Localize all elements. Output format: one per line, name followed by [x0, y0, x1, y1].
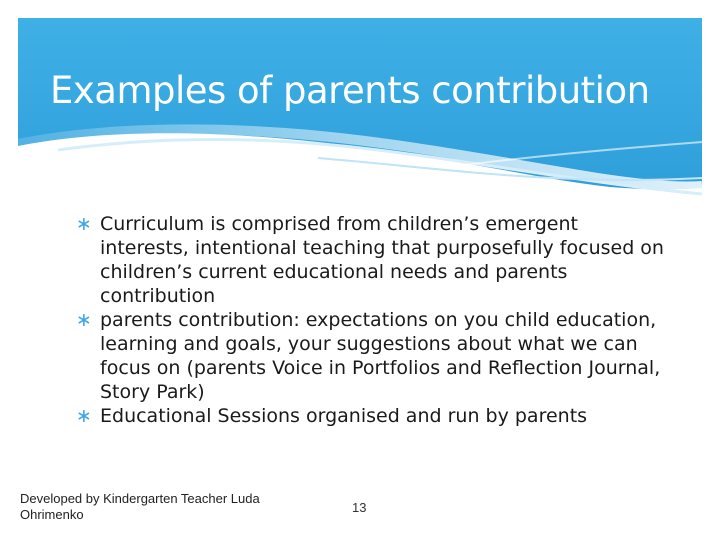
page-number: 13 — [352, 500, 367, 515]
bullet-text: parents contribution: expectations on you child education, learning and goals, your suggestions about what we can focus on (parents Voice in Portfolios and Reflection Journal, Story Park) — [100, 309, 661, 403]
bullet-item — [76, 404, 666, 428]
asterisk-icon: ∗ — [76, 405, 92, 427]
asterisk-icon: ∗ — [76, 309, 92, 331]
bullet-item — [76, 212, 666, 308]
bullet-list — [76, 212, 666, 428]
slide-title: Examples of parents contribution — [50, 69, 650, 112]
bullet-item — [76, 308, 666, 404]
bullet-text: Curriculum is comprised from children’s emergent interests, intentional teaching that purposefully focused on children’s current educational needs and parents contribution — [100, 213, 664, 307]
footer-credit: Developed by Kindergarten Teacher Luda Ohrimenko — [20, 491, 260, 522]
bullet-text: Educational Sessions organised and run by parents — [100, 405, 588, 427]
title-banner — [18, 18, 702, 200]
asterisk-icon: ∗ — [76, 213, 92, 235]
